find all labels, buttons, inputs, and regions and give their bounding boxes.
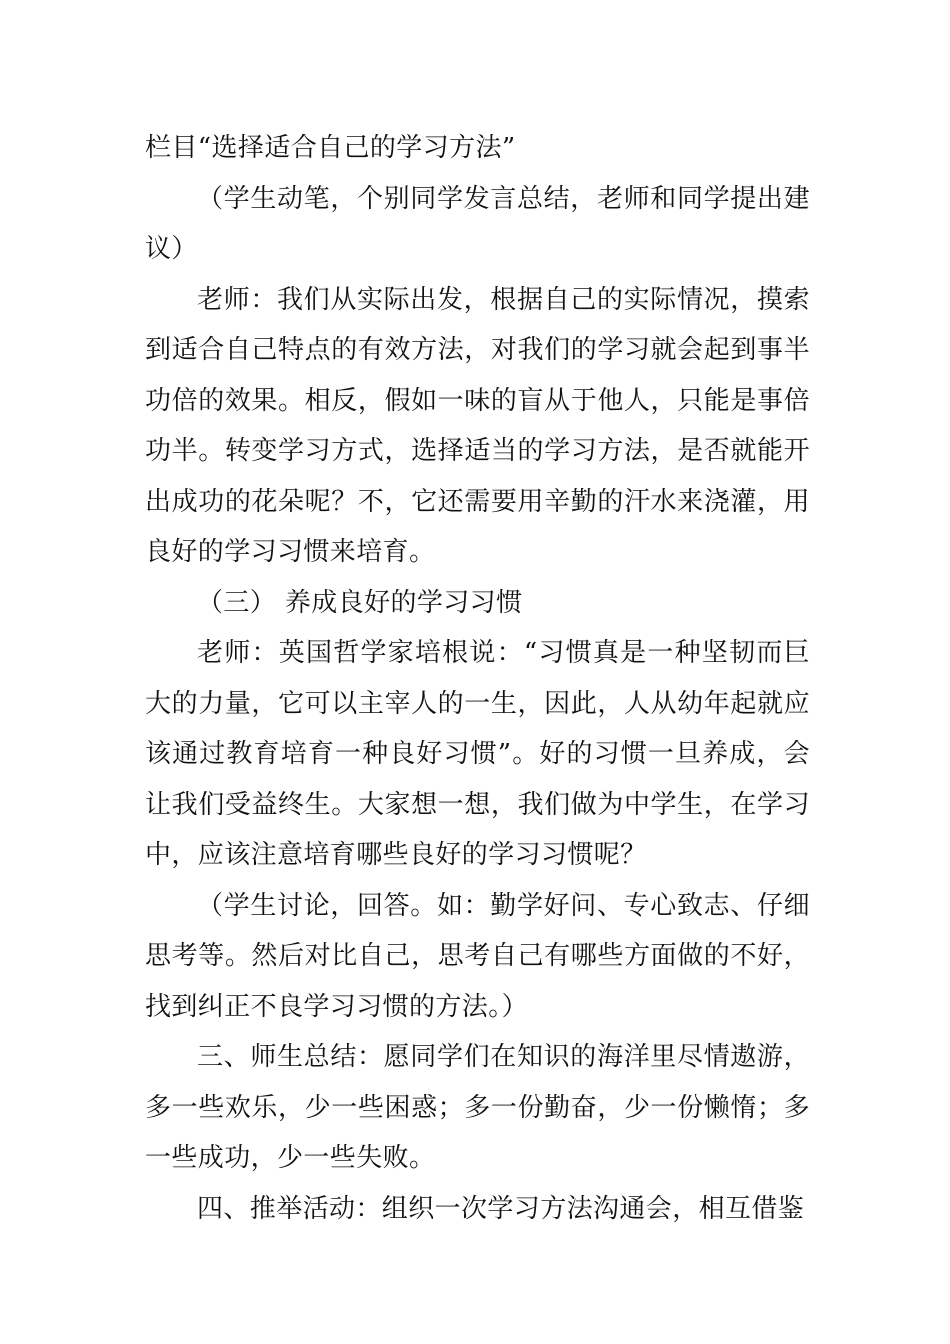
paragraph-summary: 三、师生总结：愿同学们在知识的海洋里尽情遨游，多一些欢乐，少一些困惑；多一份勤奋，少一份懒惰；多一些成功，少一些失败。 — [145, 1042, 810, 1173]
paragraph-column-title: 栏目“选择适合自己的学习方法” — [145, 133, 516, 163]
paragraph-teacher-bacon: 老师：英国哲学家培根说：“习惯真是一种坚韧而巨大的力量，它可以主宰人的一生，因此，人从幼年起就应该通过教育培育一种良好习惯”。好的习惯一旦养成，会让我们受益终生。大家想一想，我们做为中学生，在学习中，应该注意培育哪些良好的学习习惯呢？ — [145, 638, 810, 870]
document-body — [145, 123, 810, 1234]
section-heading-habits: （三） 养成良好的学习习惯 — [197, 587, 523, 618]
paragraph-student-writing: （学生动笔，个别同学发言总结，老师和同学提出建议） — [145, 183, 810, 264]
paragraph-teacher-method: 老师：我们从实际出发，根据自己的实际情况，摸索到适合自己特点的有效方法，对我们的学习就会起到事半功倍的效果。相反，假如一味的盲从于他人，只能是事倍功半。转变学习方式，选择适当的学习方法，是否就能开出成功的花朵呢？不，它还需要用辛勤的汗水来浇灌，用良好的学习习惯来培育。 — [145, 284, 810, 567]
paragraph-student-discussion: （学生讨论，回答。如：勤学好问、专心致志、仔细思考等。然后对比自己，思考自己有哪些方面做的不好，找到纠正不良学习习惯的方法。） — [145, 890, 810, 1022]
paragraph-activity: 四、推举活动：组织一次学习方法沟通会，相互借鉴 — [197, 1193, 805, 1224]
